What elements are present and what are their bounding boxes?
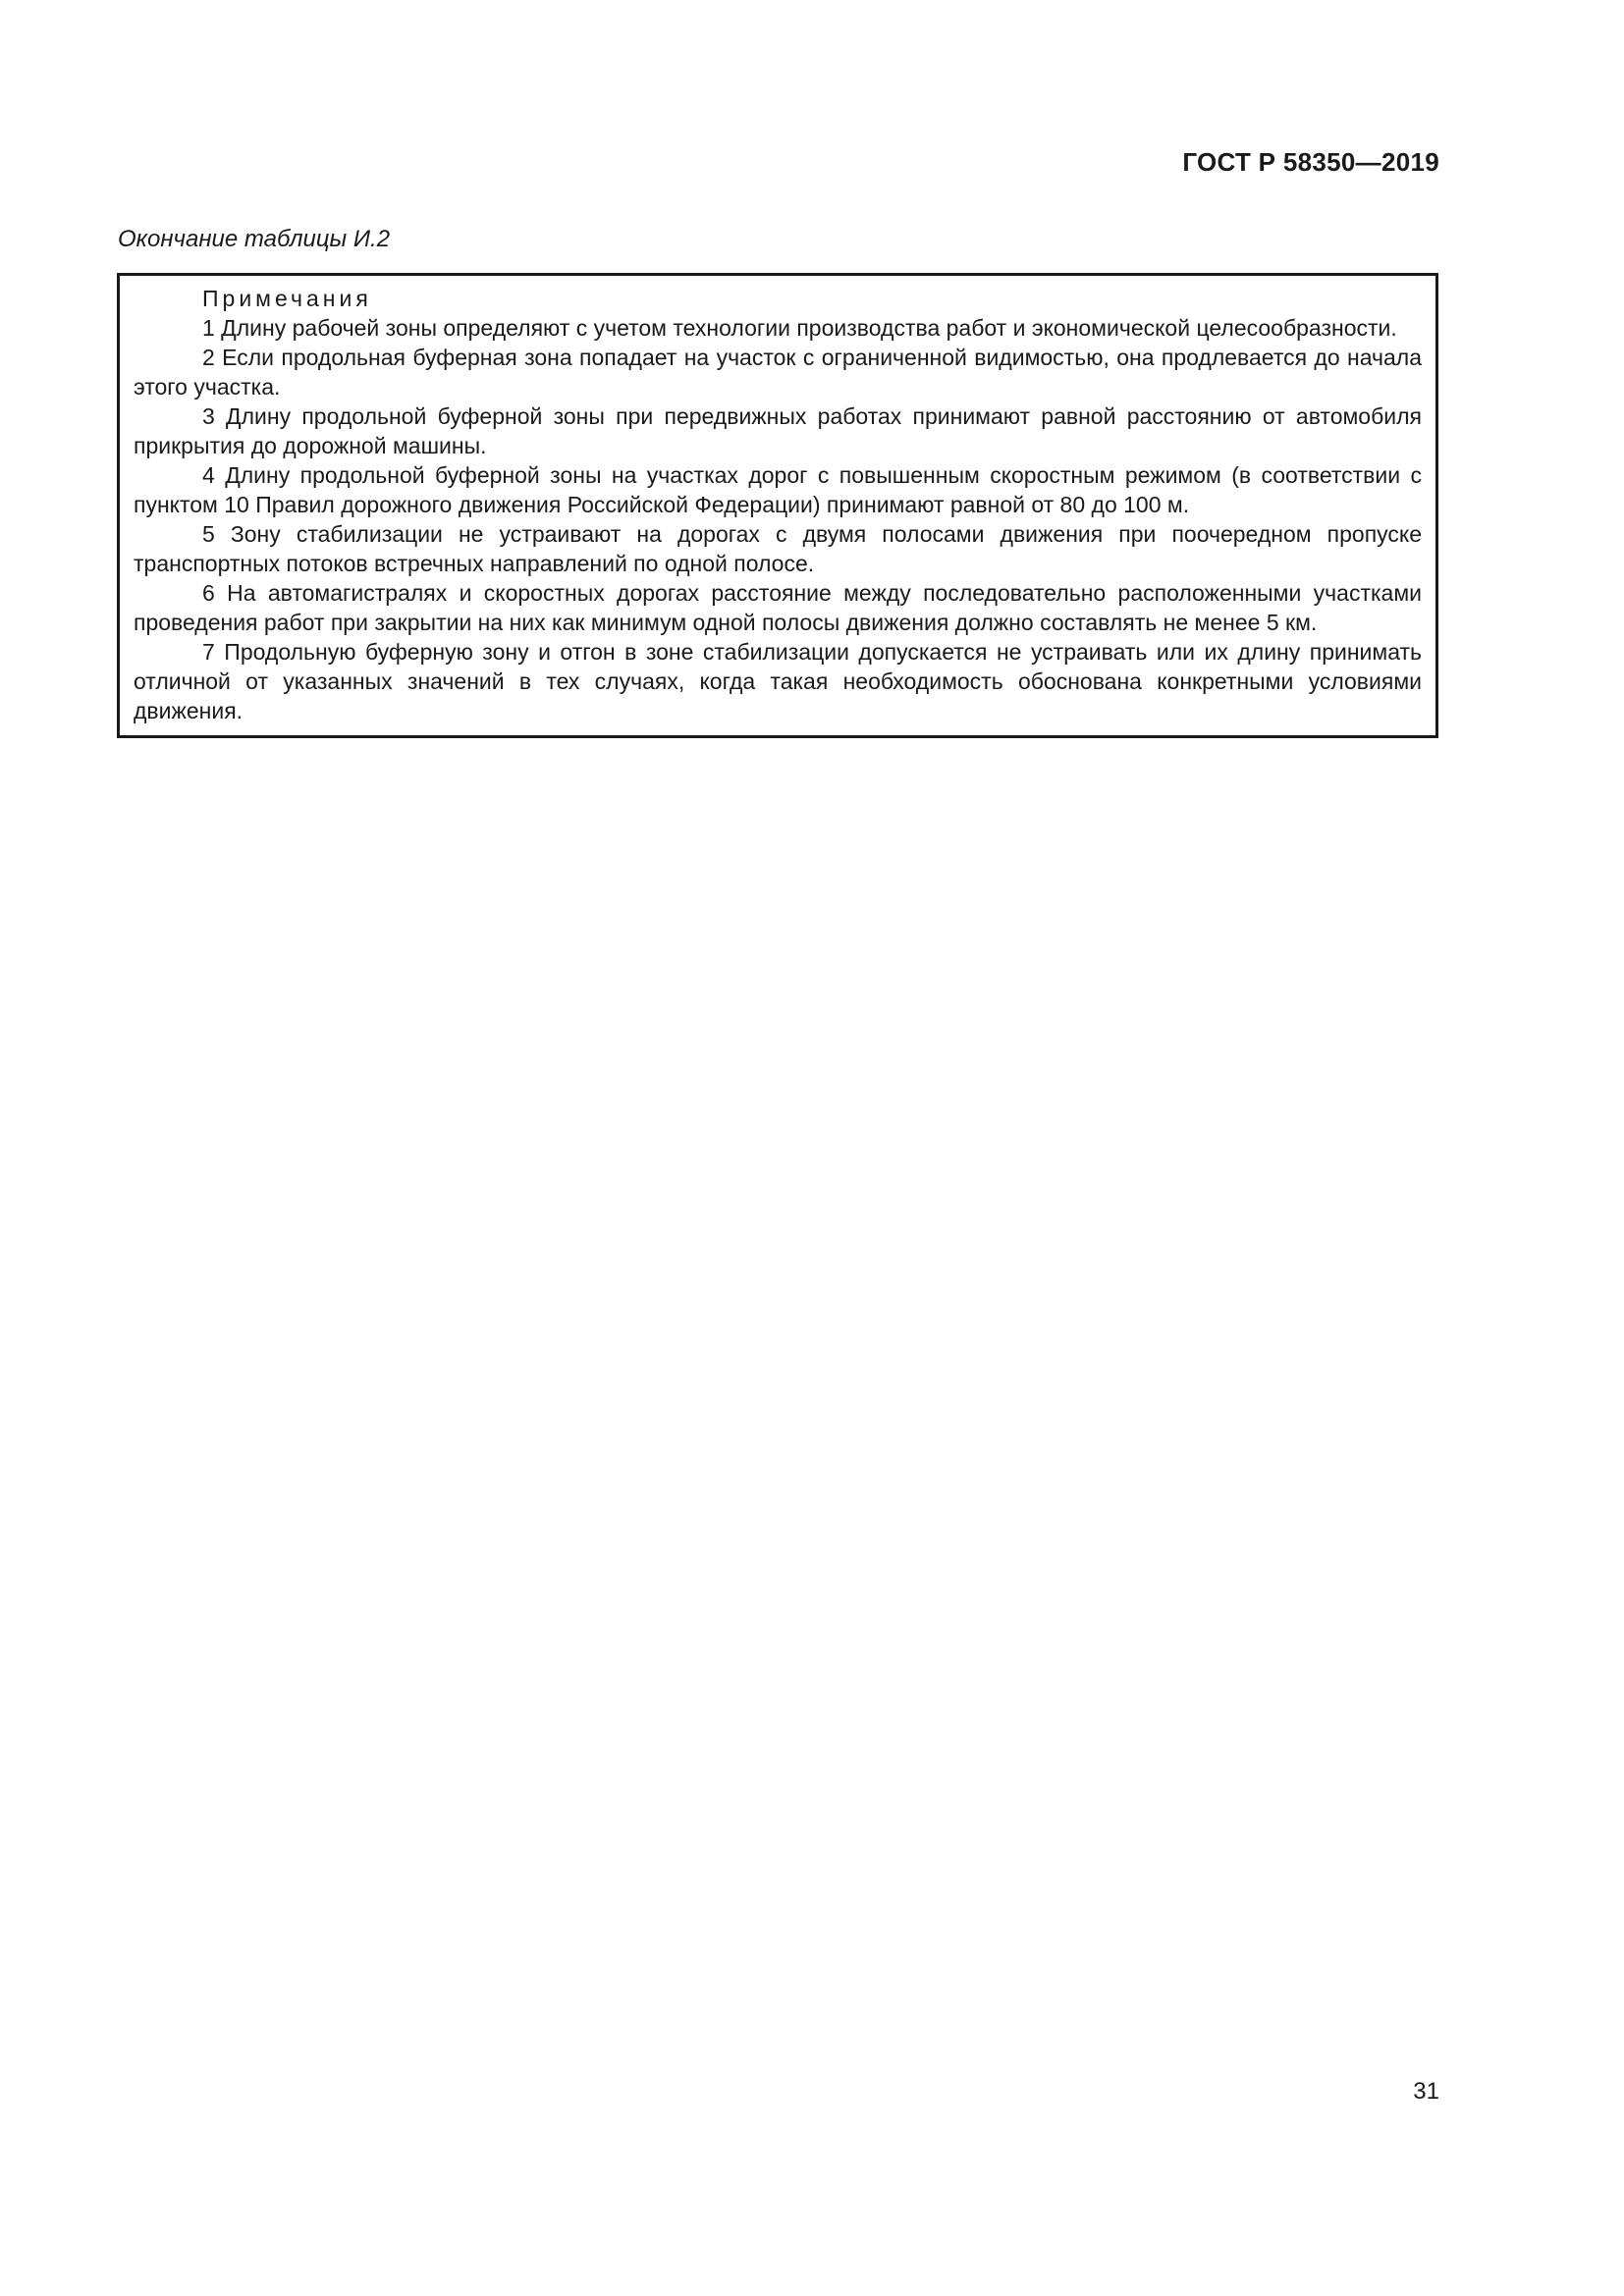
note-item-4: 4 Длину продольной буферной зоны на участках дорог с повышенным скоростным режимом (в соответствии с пунктом 10 Правил дорожного движения Российской Федерации) принимают равной от 80 до 100 м. xyxy=(134,462,1422,517)
note-item-3: 3 Длину продольной буферной зоны при передвижных работах принимают равной расстоянию от автомобиля прикрытия до дорожной машины. xyxy=(134,403,1422,458)
note-item-6: 6 На автомагистралях и скоростных дорогах расстояние между последовательно расположенными участками проведения работ при закрытии на них как минимум одной полосы движения должно составлять не менее 5 км. xyxy=(134,580,1422,635)
notes-title: Примечания xyxy=(202,286,372,311)
notes-table xyxy=(117,273,1438,738)
note-item-7: 7 Продольную буферную зону и отгон в зоне стабилизации допускается не устраивать или их длину принимать отличной от указанных значений в тех случаях, когда такая необходимость обоснована конкретными условиями движения. xyxy=(134,639,1422,723)
page-number: 31 xyxy=(1413,2078,1439,2105)
note-item-1: 1 Длину рабочей зоны определяют с учетом технологии производства работ и экономической целесообразности. xyxy=(202,315,1397,341)
note-item-2: 2 Если продольная буферная зона попадает на участок с ограниченной видимостью, она продлевается до начала этого участка. xyxy=(134,345,1422,400)
document-standard-number: ГОСТ Р 58350—2019 xyxy=(1182,147,1439,177)
note-item-5: 5 Зону стабилизации не устраивают на дорогах с двумя полосами движения при поочередном пропуске транспортных потоков встречных направлений по одной полосе. xyxy=(134,521,1422,576)
table-caption: Окончание таблицы И.2 xyxy=(118,226,391,252)
